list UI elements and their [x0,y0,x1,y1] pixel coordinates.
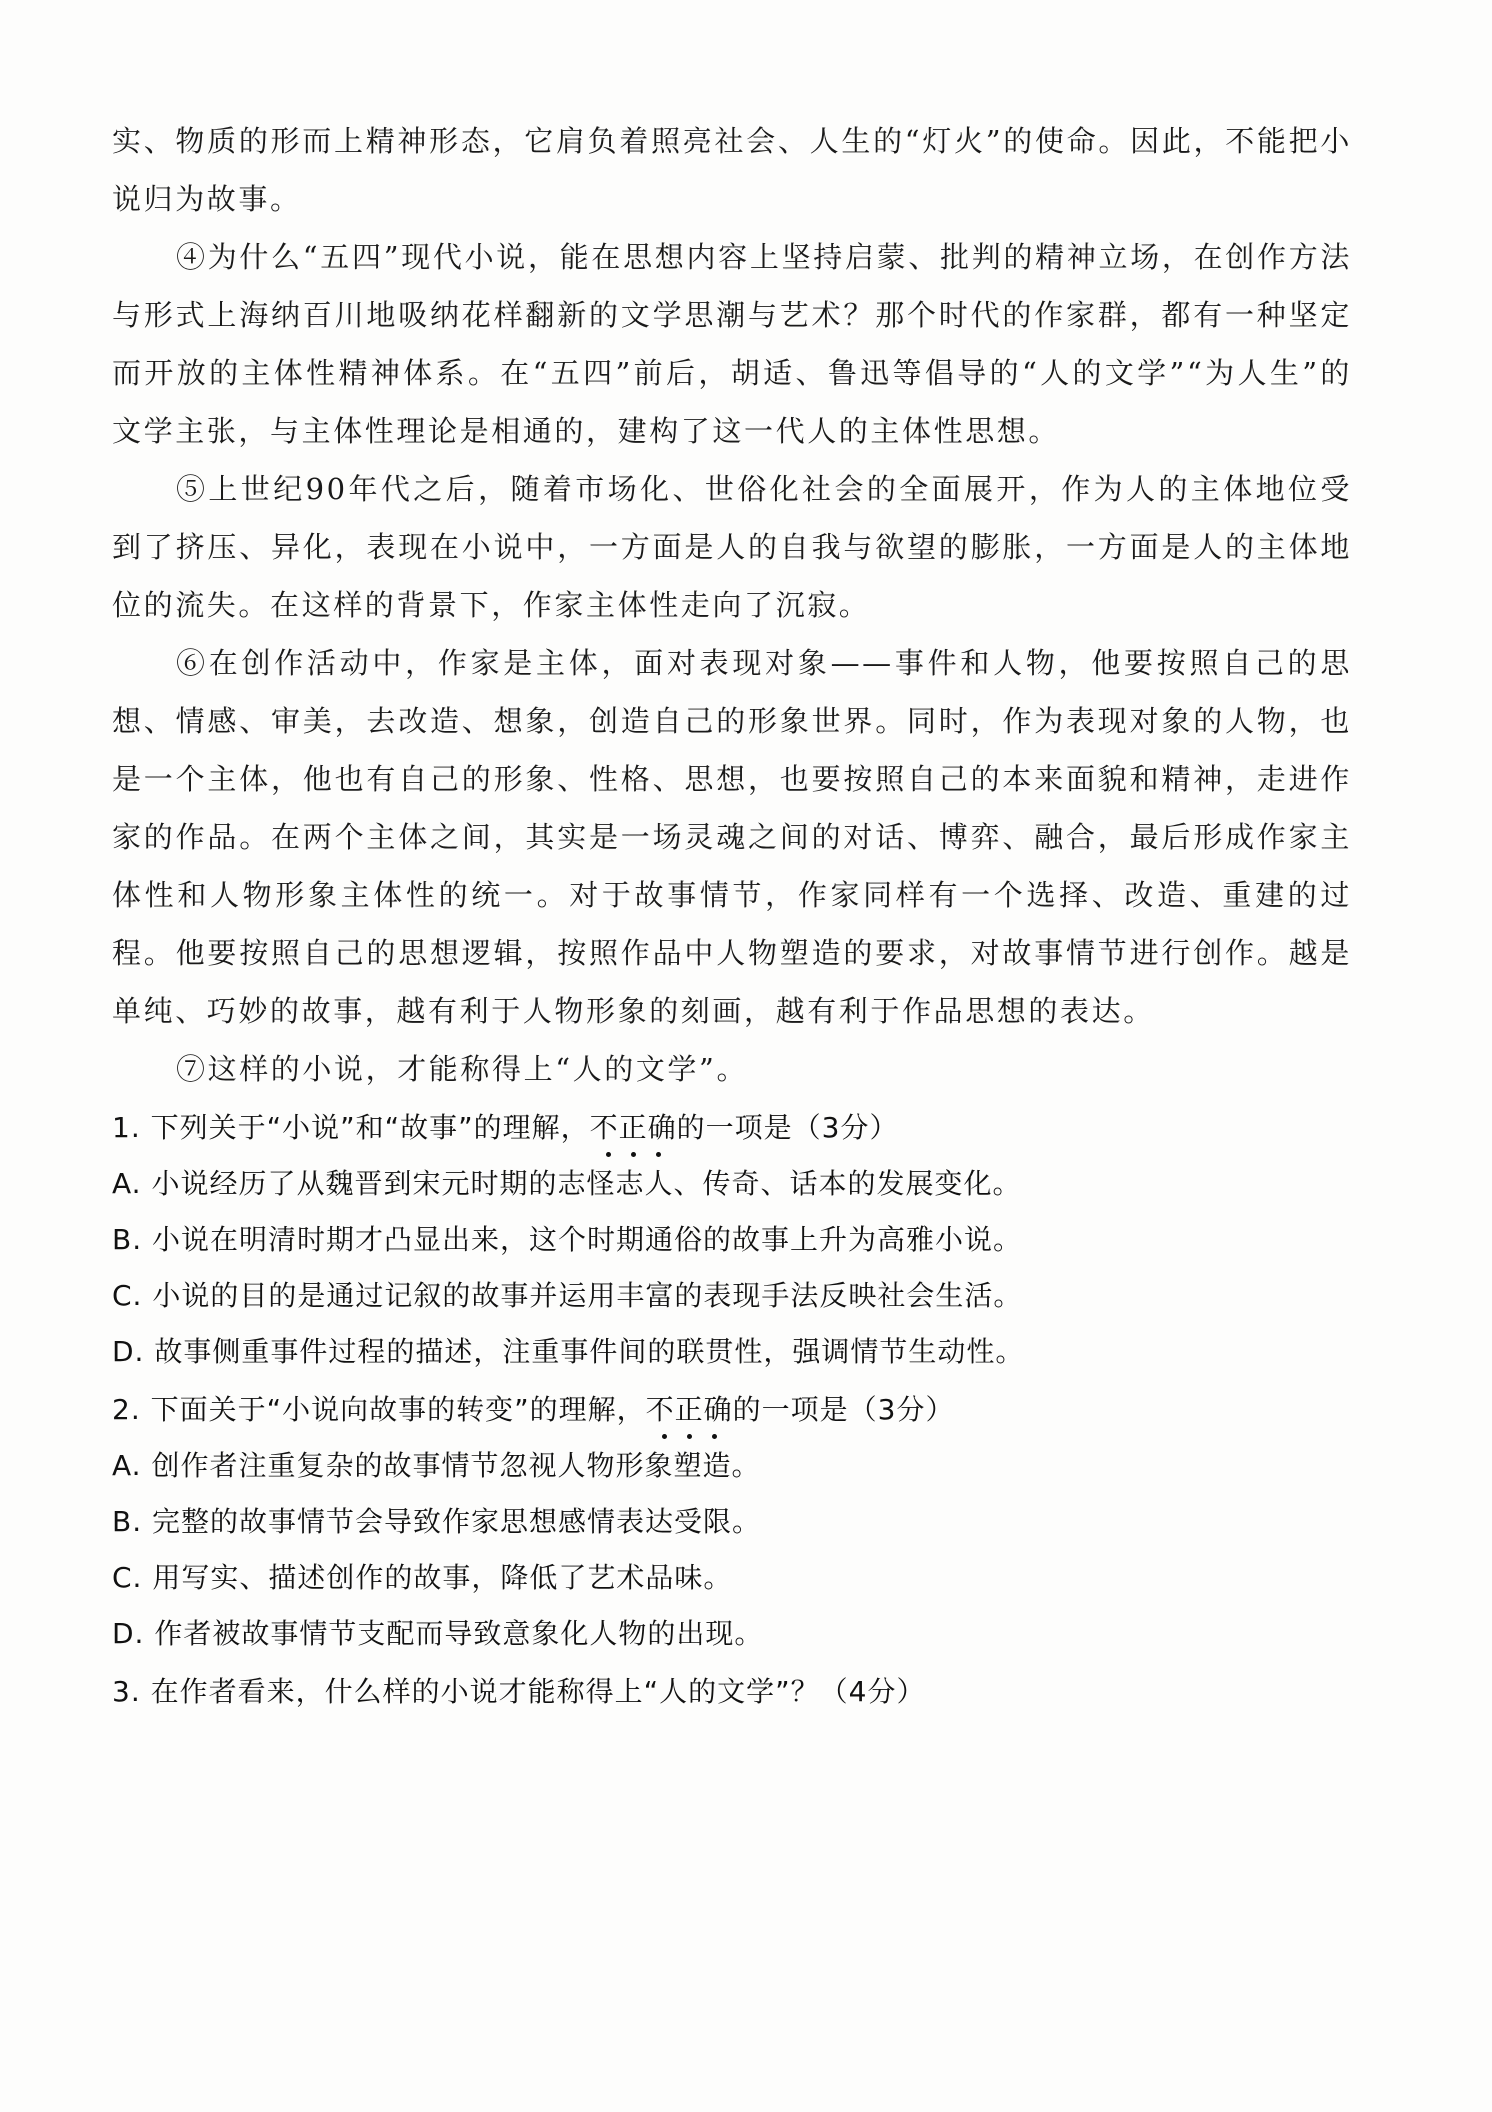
emphasis-dots [646,1434,733,1442]
question-2-stem [112,1382,1352,1438]
question-2-option-c: C. 用写实、描述创作的故事，降低了艺术品味。 [112,1561,733,1594]
passage-paragraph-4: ④为什么“五四”现代小说，能在思想内容上坚持启蒙、批判的精神立场，在创作方法与形式上海纳百川地吸纳花样翻新的文学思潮与艺术？那个时代的作家群，都有一种坚定而开放的主体性精神体系。在“五四”前后，胡适、鲁迅等倡导的“人的文学”“为人生”的文学主张，与主体性理论是相通的，建构了这一代人的主体性思想。 [112,240,1352,448]
question-1-stem [112,1100,1352,1156]
question-3 [112,1664,1352,1720]
question-2-option-d: D. 作者被故事情节支配而导致意象化人物的出现。 [112,1617,764,1650]
question-1-stem-after: 的一项是（3分） [676,1111,899,1144]
emphasis-dot [631,1152,636,1157]
question-2-emphasis-text: 不正确 [645,1393,733,1426]
passage-paragraph-6: ⑥在创作活动中，作家是主体，面对表现对象——事件和人物，他要按照自己的思想、情感、审美，去改造、想象，创造自己的形象世界。同时，作为表现对象的人物，也是一个主体，他也有自己的形象、性格、思想，也要按照自己的本来面貌和精神，走进作家的作品。在两个主体之间，其实是一场灵魂之间的对话、博弈、融合，最后形成作家主体性和人物形象主体性的统一。对于故事情节，作家同样有一个选择、改造、重建的过程。他要按照自己的思想逻辑，按照作品中人物塑造的要求，对故事情节进行创作。越是单纯、巧妙的故事，越有利于人物形象的刻画，越有利于作品思想的表达。 [112,646,1352,1028]
page-content [112,112,1352,1720]
question-2-stem-after: 的一项是（3分） [732,1393,955,1426]
question-1 [112,1100,1352,1380]
question-1-emphasis [590,1100,677,1156]
question-1-option-c: C. 小说的目的是通过记叙的故事并运用丰富的表现手法反映社会生活。 [112,1279,1023,1312]
question-1-option-b: B. 小说在明清时期才凸显出来，这个时期通俗的故事上升为高雅小说。 [112,1223,1023,1256]
emphasis-dot [606,1152,611,1157]
question-1-stem-before: 1. 下列关于“小说”和“故事”的理解， [112,1111,590,1144]
passage-paragraph-continued: 实、物质的形而上精神形态，它肩负着照亮社会、人生的“灯火”的使命。因此，不能把小说归为故事。 [112,124,1352,216]
emphasis-dot [687,1434,692,1439]
emphasis-dot [662,1434,667,1439]
question-1-option-a: A. 小说经历了从魏晋到宋元时期的志怪志人、传奇、话本的发展变化。 [112,1167,1022,1200]
question-2-option-b: B. 完整的故事情节会导致作家思想感情表达受限。 [112,1505,762,1538]
passage-paragraph-5: ⑤上世纪90年代之后，随着市场化、世俗化社会的全面展开，作为人的主体地位受到了挤压、异化，表现在小说中，一方面是人的自我与欲望的膨胀，一方面是人的主体地位的流失。在这样的背景下，作家主体性走向了沉寂。 [112,472,1352,622]
question-1-emphasis-text: 不正确 [589,1111,677,1144]
passage-paragraph-7: ⑦这样的小说，才能称得上“人的文学”。 [176,1052,749,1086]
emphasis-dots [590,1152,677,1160]
emphasis-dot [712,1434,717,1439]
question-2 [112,1382,1352,1662]
emphasis-dot [656,1152,661,1157]
question-2-emphasis [646,1382,733,1438]
question-2-option-a: A. 创作者注重复杂的故事情节忽视人物形象塑造。 [112,1449,761,1482]
question-1-option-d: D. 故事侧重事件过程的描述，注重事件间的联贯性，强调情节生动性。 [112,1335,1025,1368]
question-2-stem-before: 2. 下面关于“小说向故事的转变”的理解， [112,1393,646,1426]
question-3-stem: 3. 在作者看来，什么样的小说才能称得上“人的文学”？（4分） [112,1675,926,1708]
